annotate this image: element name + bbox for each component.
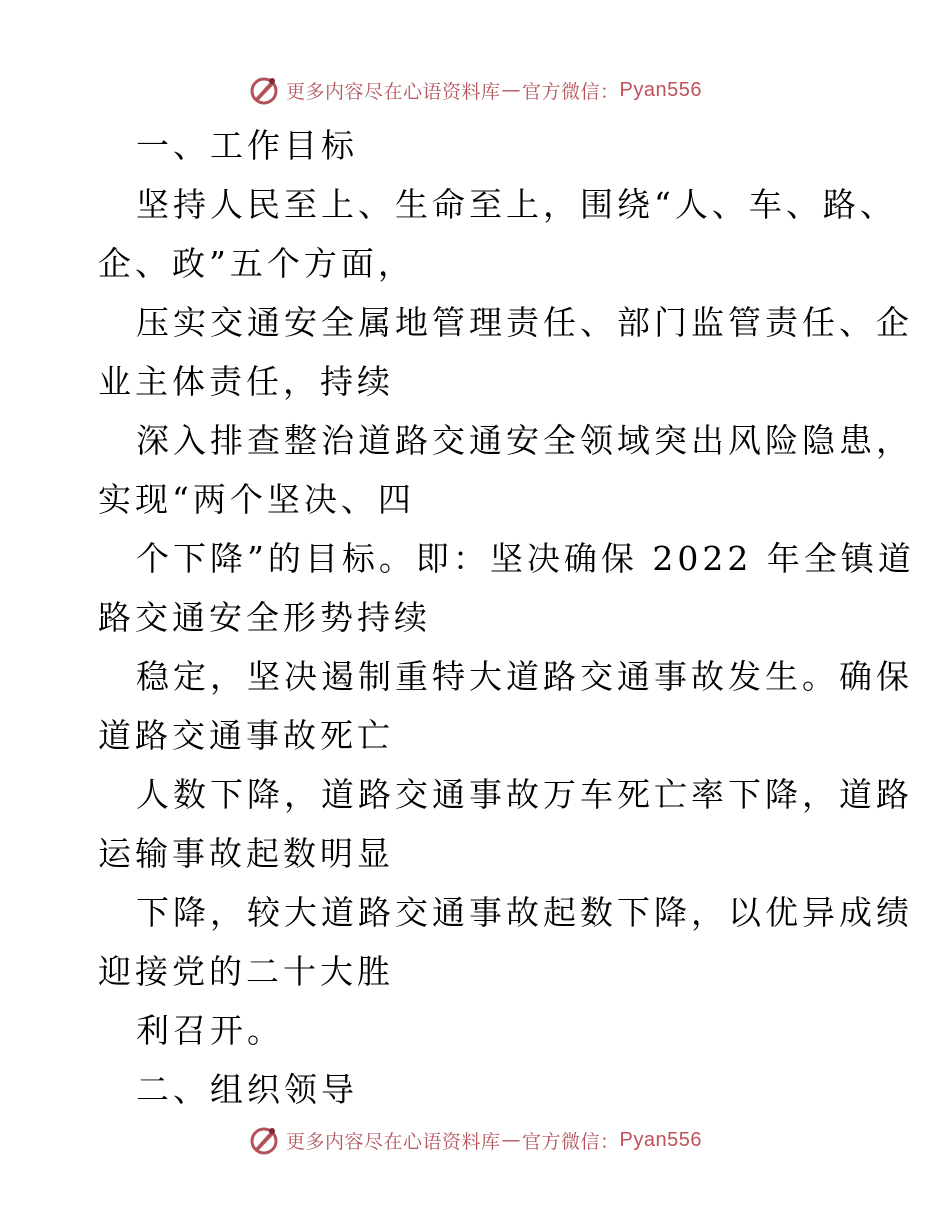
brush-seal-icon	[248, 1124, 280, 1156]
header-watermark	[0, 70, 950, 110]
paragraph-line: 路交通安全形势持续	[98, 598, 431, 637]
paragraph-line: 道路交通事故死亡	[98, 716, 394, 755]
watermark-id: Pyan556	[619, 1128, 702, 1151]
paragraph-line: 稳定，坚决遏制重特大道路交通事故发生。确保	[136, 657, 913, 696]
paragraph-line: 运输事故起数明显	[98, 834, 394, 873]
paragraph-line: 压实交通安全属地管理责任、部门监管责任、企	[136, 303, 913, 342]
paragraph-line: 利召开。	[136, 1011, 284, 1050]
paragraph-line: 迎接党的二十大胜	[98, 952, 394, 991]
paragraph-line: 下降，较大道路交通事故起数下降，以优异成绩	[136, 893, 913, 932]
watermark-separator: —	[501, 79, 522, 101]
footer-watermark	[0, 1120, 950, 1160]
brush-seal-icon	[248, 74, 280, 106]
paragraph-line: 个下降”的目标。即：坚决确保 2022 年全镇道	[136, 539, 915, 578]
section-heading: 二、组织领导	[136, 1070, 358, 1109]
watermark-text: 更多内容尽在心语资料库	[286, 1130, 501, 1153]
paragraph-line: 业主体责任，持续	[98, 362, 394, 401]
watermark-separator: —	[501, 1129, 522, 1151]
paragraph-line: 实现“两个坚决、四	[98, 480, 415, 519]
section-heading: 一、工作目标	[136, 126, 358, 165]
watermark-label: 官方微信：	[522, 1130, 620, 1153]
watermark-text: 更多内容尽在心语资料库	[286, 80, 501, 103]
paragraph-line: 深入排查整治道路交通安全领域突出风险隐患，	[136, 421, 913, 460]
paragraph-line: 人数下降，道路交通事故万车死亡率下降，道路	[136, 775, 913, 814]
watermark-id: Pyan556	[619, 78, 702, 101]
paragraph-line: 坚持人民至上、生命至上，围绕“人、车、路、	[136, 185, 897, 224]
watermark-label: 官方微信：	[522, 80, 620, 103]
paragraph-line: 企、政”五个方面，	[98, 244, 415, 283]
